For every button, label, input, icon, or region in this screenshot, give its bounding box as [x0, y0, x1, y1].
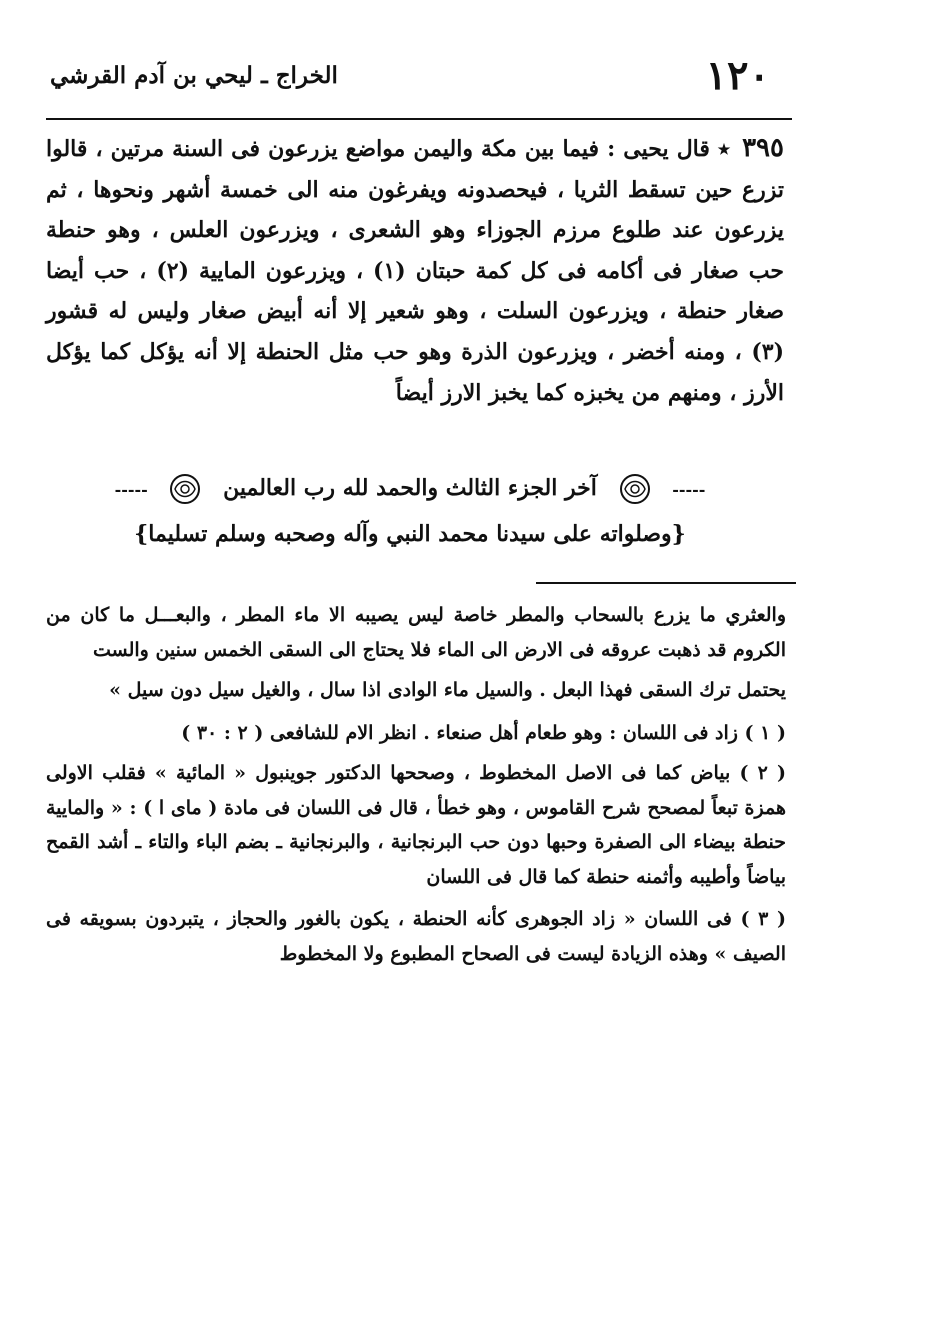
colophon-line-2: {وصلواته على سيدنا محمد النبي وآله وصحبه وسلم تسليما} [134, 521, 686, 547]
footnote-1: ( ١ ) زاد فى اللسان : وهو طعام أهل صنعاء . انظر الام للشافعى ( ٢ : ٣٠ ) [181, 721, 786, 744]
footnotes [46, 598, 786, 977]
page-header [50, 52, 770, 100]
running-title: الخراج ـ ليحي بن آدم القرشي [50, 62, 338, 89]
colophon-text: آخر الجزء الثالث والحمد لله رب العالمين [223, 475, 597, 501]
entry-number: ٣٩٥ [742, 133, 784, 163]
footnote-rule [536, 582, 796, 584]
footnote-continuation: والعثري ما يزرع بالسحاب والمطر خاصة ليس يصيبه الا ماء المطر ، والبعـــل ما كان من الكروم قد ذهبت عروقه فى الارض الى الماء فلا يحتاج الى السقى الخمس سنين والست [46, 604, 786, 661]
page-number: ١٢٠ [705, 52, 770, 99]
colophon-dashes: ----- [672, 480, 706, 499]
entry-text: قال يحيى : فيما بين مكة واليمن مواضع يزرعون فى السنة مرتين ، قالوا تزرع حين تسقط الثريا ، فيحصدونه ويفرغون منه الى خمسة أشهر ونحوها ، ثم يزرعون عند طلوع مرزم الجوزاء وهو الشعرى ، ويزرعون العلس ، وهو حنطة حب صغار فى أكامه فى كل كمة حبتان (١) ، ويزرعون المايية (٢) ، حب أيضا صغار حنطة ، ويزرعون السلت ، وهو شعير إلا أنه أبيض صغار وليس له قشور (٣) ، ومنه أخضر ، ويزرعون الذرة وهو حب مثل الحنطة إلا أنه يؤكل كما يؤكل الأرز ، ومنهم من يخبزه كما يخبز الارز أيضاً [46, 136, 784, 406]
ornament-icon [615, 469, 655, 509]
colophon-line-1 [100, 466, 720, 512]
footnote-continuation: يحتمل ترك السقى فهذا البعل . والسيل ماء الوادى اذا سال ، والغيل سيل دون سيل » [109, 679, 786, 701]
entry-paragraph [46, 128, 784, 413]
colophon [100, 466, 720, 556]
colophon-dashes: ----- [114, 480, 148, 499]
ornament-icon [165, 469, 205, 509]
footnote-2: ( ٢ ) بياض كما فى الاصل المخطوط ، وصححها الدكتور جوينبول « المائية » فقلب الاولى همزة تبعاً لمصحح شرح القاموس ، وهو خطأ ، قال فى اللسان فى مادة ( ماى ا ) : « والمايية حنطة بيضاء الى الصفرة وحبها دون حب البرنجانية ، والبرنجانية ـ بضم الباء والتاء ـ أشد القمح بياضاً وأطيبه وأثمنه حنطة كما قال فى اللسان [46, 762, 787, 888]
header-rule [46, 118, 792, 120]
footnote-3: ( ٣ ) فى اللسان « زاد الجوهرى كأنه الحنطة ، يكون بالغور والحجاز ، يتبردون بسويقه فى الصيف » وهذه الزيادة ليست فى الصحاح المطبوع ولا المخطوط [46, 908, 786, 965]
entry-star: ٭ [718, 136, 730, 162]
